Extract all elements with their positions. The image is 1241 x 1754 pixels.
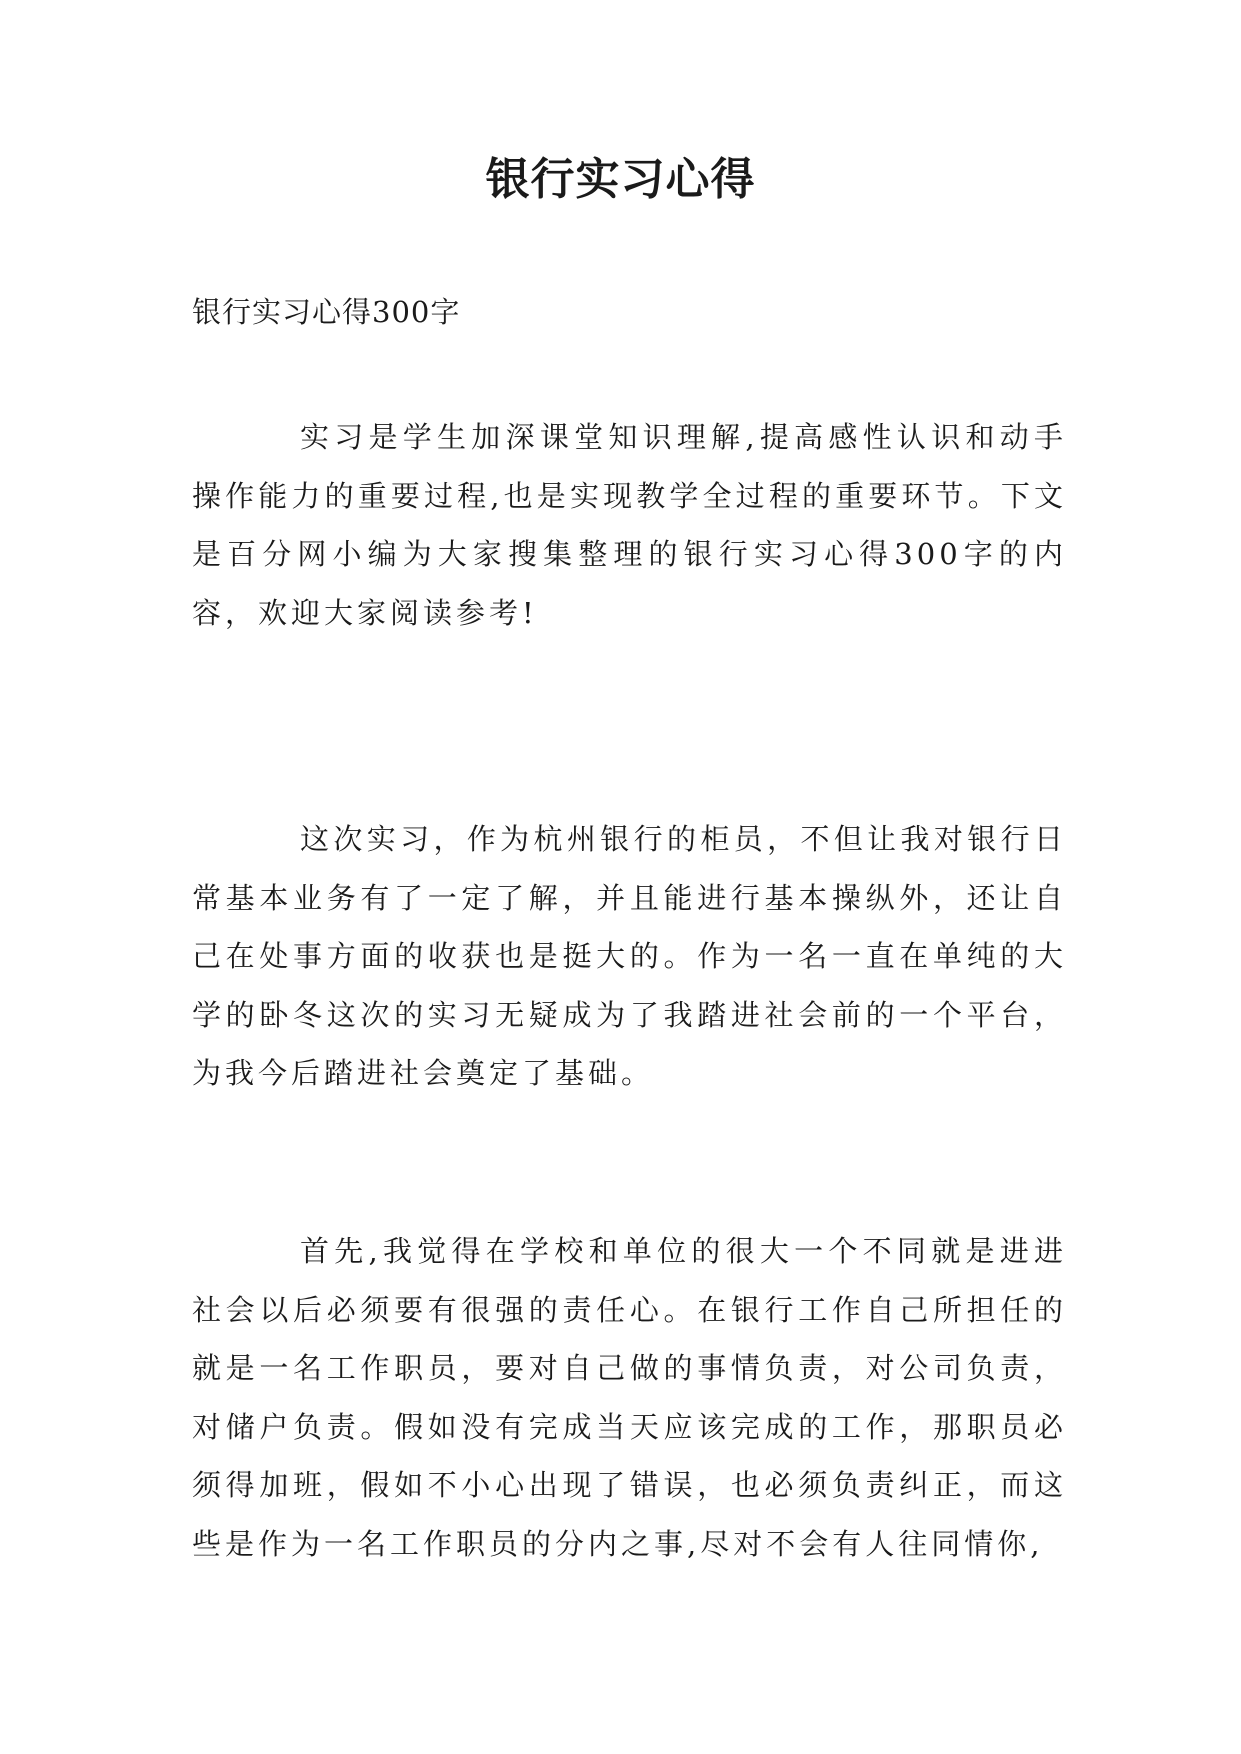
- paragraph-internship: 这次实习，作为杭州银行的柜员，不但让我对银行日常基本业务有了一定了解，并且能进行基本操纵外，还让自己在处事方面的收获也是挺大的。作为一名一直在单纯的大学的卧冬这次的实习无疑成为了我踏进社会前的一个平台，为我今后踏进社会奠定了基础。: [192, 822, 1067, 1090]
- paragraph-responsibility: 首先,我觉得在学校和单位的很大一个不同就是进进社会以后必须要有很强的责任心。在银行工作自己所担任的就是一名工作职员，要对自己做的事情负责，对公司负责，对储户负责。假如没有完成当天应该完成的工作，那职员必须得加班，假如不小心出现了错误，也必须负责纠正，而这些是作为一名工作职员的分内之事,尽对不会有人往同情你,: [192, 1234, 1067, 1561]
- page-subtitle: 银行实习心得300字: [192, 295, 461, 329]
- page-title: 银行实习心得: [485, 154, 756, 205]
- paragraph-intro: 实习是学生加深课堂知识理解,提高感性认识和动手操作能力的重要过程,也是实现教学全过程的重要环节。下文是百分网小编为大家搜集整理的银行实习心得300字的内容，欢迎大家阅读参考!: [192, 420, 1067, 630]
